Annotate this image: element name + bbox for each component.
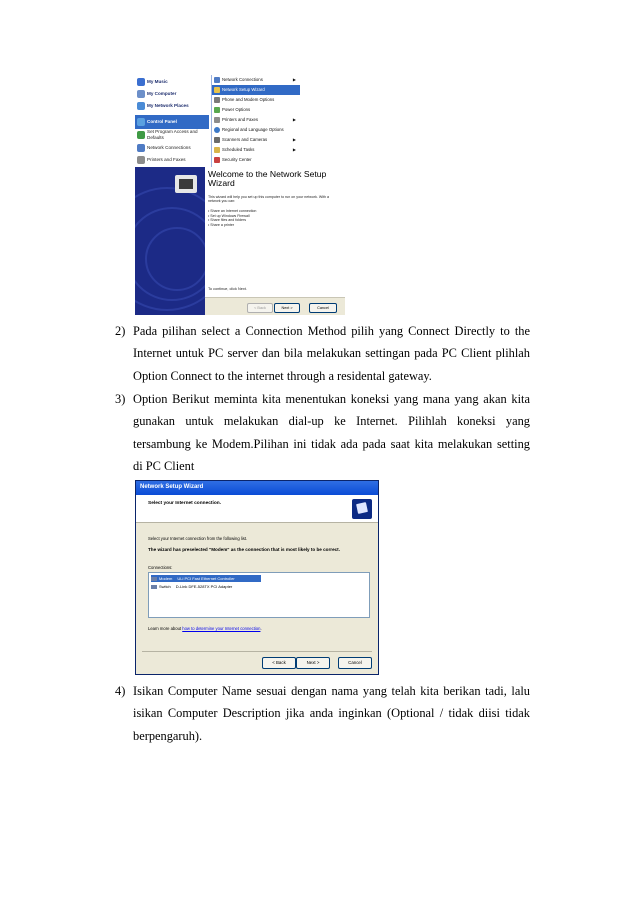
wizard-title: Welcome to the Network Setup Wizard	[208, 169, 327, 188]
modem-icon	[151, 577, 157, 581]
wizard-icon	[214, 87, 220, 93]
paragraph-4	[115, 680, 530, 747]
dialog-heading: Select your Internet connection.	[148, 501, 222, 506]
network-wizard-icon	[352, 499, 372, 519]
menu-item-my-network-places[interactable]: My Network Places	[135, 99, 209, 113]
submenu-printers-faxes[interactable]: Printers and Faxes ▶	[212, 115, 300, 125]
printer-icon	[214, 117, 220, 123]
start-menu-screenshot	[135, 75, 345, 315]
dialog-header	[136, 495, 378, 523]
paragraph-line: Pada pilihan select a Connection Method pilih yang Connect Directly to the	[133, 324, 530, 338]
back-button[interactable]: < Back	[262, 657, 296, 669]
list-number: 3)	[115, 392, 126, 406]
network-connections-icon	[214, 77, 220, 83]
arrow-right-icon: ▶	[292, 77, 296, 82]
menu-item-program-access[interactable]: Set Program Access and Defaults	[135, 128, 209, 142]
connections-list[interactable]	[148, 572, 370, 618]
list-item: • Share an Internet connection	[208, 209, 256, 214]
network-places-icon	[137, 102, 145, 110]
connection-row-modem[interactable]: Modem ULi PCI Fast Ethernet Controller	[151, 575, 261, 582]
menu-item-printers-faxes[interactable]: Printers and Faxes	[135, 153, 209, 167]
submenu-phone-modem[interactable]: Phone and Modem Options	[212, 95, 300, 105]
cancel-button[interactable]: Cancel	[309, 303, 337, 313]
menu-item-network-connections[interactable]: Network Connections	[135, 141, 209, 155]
submenu-scanners-cameras[interactable]: Scanners and Cameras ▶	[212, 135, 300, 145]
list-item: • Share files and folders	[208, 218, 256, 223]
footer-divider	[142, 651, 372, 652]
arrow-right-icon: ▶	[292, 147, 296, 152]
printer-icon	[137, 156, 145, 164]
paragraph-line: Isikan Computer Name sesuai dengan nama yang telah kita berikan tadi, lalu	[133, 684, 530, 698]
wizard-side-banner	[135, 167, 205, 315]
phone-icon	[214, 97, 220, 103]
arrow-right-icon: ▶	[292, 117, 296, 122]
paragraph-line: tersambung ke Modem.Pilihan ini tidak ada pada saat kita melakukan setting	[133, 436, 530, 451]
wizard-content	[205, 167, 345, 297]
connection-row-switch[interactable]: Switch D-Link DFE-528TX PCI Adapter	[151, 583, 261, 590]
program-access-icon	[137, 131, 145, 139]
wizard-feature-list	[208, 209, 256, 227]
menu-item-control-panel[interactable]: Control Panel	[135, 115, 209, 129]
wizard-continue-hint: To continue, click Next.	[208, 287, 247, 291]
network-wizard-icon	[175, 175, 197, 193]
network-setup-welcome-dialog	[135, 167, 345, 315]
menu-item-my-computer[interactable]: My Computer	[135, 87, 209, 101]
network-setup-wizard-dialog	[135, 480, 379, 675]
music-folder-icon	[137, 78, 145, 86]
next-button[interactable]: Next >	[296, 657, 330, 669]
wizard-button-bar	[205, 297, 345, 315]
paragraph-3	[115, 388, 530, 478]
next-button[interactable]: Next >	[274, 303, 300, 313]
paragraph-line: Option Connect to the internet through a residental gateway.	[133, 368, 432, 383]
submenu-network-connections[interactable]: Network Connections ▶	[212, 75, 300, 85]
tasks-icon	[214, 147, 220, 153]
list-number: 4)	[115, 684, 126, 698]
computer-icon	[137, 90, 145, 98]
paragraph-line: berpengaruh).	[133, 728, 203, 743]
start-menu-left-pane	[135, 75, 209, 167]
paragraph-line: di PC Client	[133, 459, 195, 474]
connections-label: Connections:	[148, 565, 173, 570]
power-icon	[214, 107, 220, 113]
menu-item-my-music[interactable]: My Music	[135, 75, 209, 89]
submenu-scheduled-tasks[interactable]: Scheduled Tasks ▶	[212, 145, 300, 155]
back-button[interactable]: < Back	[247, 303, 273, 313]
control-panel-submenu	[211, 75, 300, 167]
camera-icon	[214, 137, 220, 143]
submenu-regional-language[interactable]: Regional and Language Options	[212, 125, 300, 135]
switch-icon	[151, 585, 157, 589]
network-connections-icon	[137, 144, 145, 152]
list-item: • Share a printer	[208, 223, 256, 228]
paragraph-2	[115, 320, 530, 387]
list-item: • Set up Windows Firewall	[208, 214, 256, 219]
list-number: 2)	[115, 324, 126, 338]
learn-more-text: Learn more about how to determine your Internet connection.	[148, 626, 262, 631]
paragraph-line: gunakan untuk melakukan dial-up ke Internet. Pilihlah koneksi yang	[133, 414, 530, 429]
submenu-network-setup-wizard[interactable]: Network Setup Wizard	[212, 85, 300, 95]
paragraph-line: isikan Computer Description jika anda inginkan (Optional / tidak diisi tidak	[133, 706, 530, 721]
dialog-titlebar	[136, 481, 378, 495]
shield-icon	[214, 157, 220, 163]
arrow-right-icon: ▶	[292, 137, 296, 142]
select-instruction: Select your Internet connection from the following list.	[148, 536, 248, 541]
globe-icon	[214, 127, 220, 133]
paragraph-line: Option Berikut meminta kita menentukan koneksi yang mana yang akan kita	[133, 392, 530, 406]
learn-more-link[interactable]: how to determine your Internet connection	[182, 626, 261, 631]
cancel-button[interactable]: Cancel	[338, 657, 372, 669]
preselected-notice: The wizard has preselected "Modem" as the connection that is most likely to be correct.	[148, 547, 340, 552]
submenu-security-center[interactable]: Security Center	[212, 155, 300, 165]
dialog-title: Network Setup Wizard	[140, 484, 204, 490]
paragraph-line: Internet untuk PC server dan bila melakukan settingan pada PC Client plihlah	[133, 346, 530, 361]
submenu-power-options[interactable]: Power Options	[212, 105, 300, 115]
wizard-description: This wizard will help you set up this computer to run on your network. With a network you can:	[208, 195, 330, 204]
control-panel-icon	[137, 118, 145, 126]
